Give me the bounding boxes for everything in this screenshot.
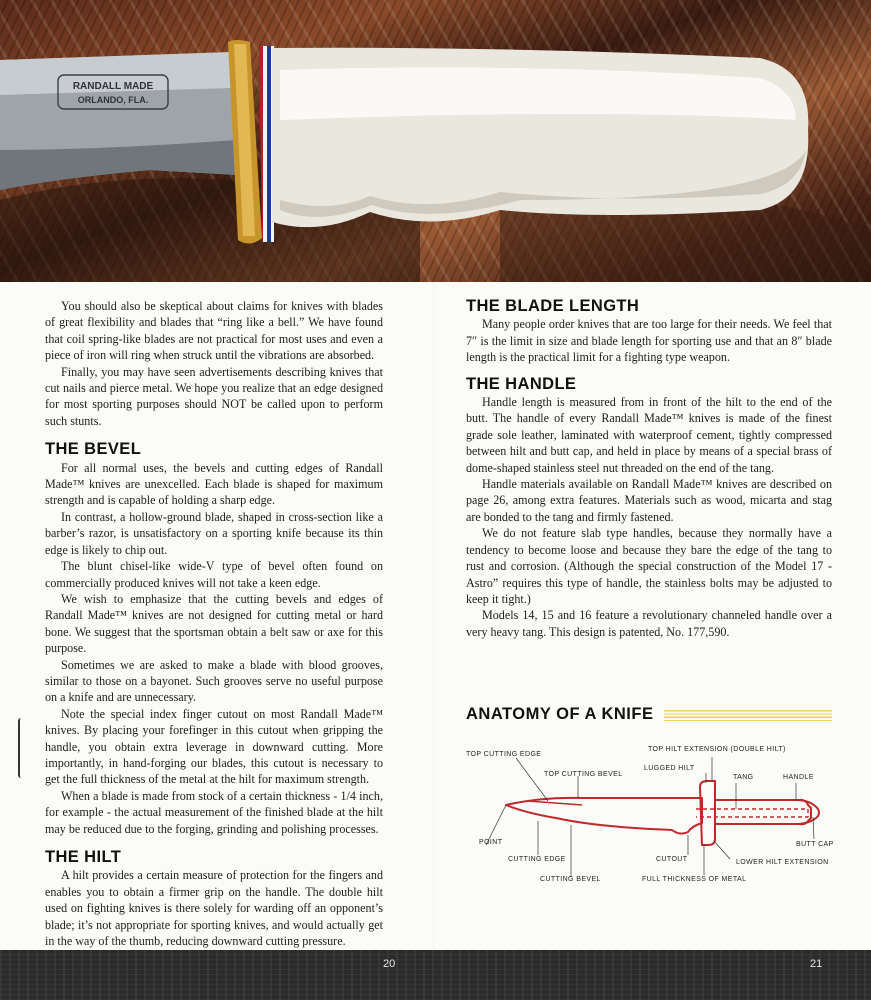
page-gutter xyxy=(433,282,435,950)
right-column xyxy=(466,298,832,640)
page-number-right: 21 xyxy=(810,958,823,970)
top-bevel-line xyxy=(528,801,582,805)
blade-outline xyxy=(506,798,702,834)
label-point: POINT xyxy=(479,839,503,846)
bevel-paragraph: Sometimes we are asked to make a blade with blood grooves, similar to those on a bayonet. Such grooves serve no useful purpose on a knife and are unnecessary. xyxy=(45,657,383,705)
tang-dashed xyxy=(696,809,808,817)
label-tang: TANG xyxy=(733,774,754,781)
anatomy-diagram xyxy=(466,705,836,895)
label-handle: HANDLE xyxy=(783,774,814,781)
handle-paragraph: Models 14, 15 and 16 feature a revolutionary channeled handle over a very heavy tang. This design is patented, No. 177,590. xyxy=(466,608,832,639)
binding-mark xyxy=(18,718,25,778)
bevel-paragraph: In contrast, a hollow-ground blade, shaped in cross-section like a barber’s razor, is unsatisfactory on a sporting knife because its thin edge is likely to chip out. xyxy=(45,509,383,557)
handle-paragraph: We do not feature slab type handles, because they normally have a tendency to become loose and because they bare the edge of the tang to rust and corrosion. (Although the special construction of the Model 17 -Astro” requires this type of handle, the stainless bolts may be adjusted to keep it tight.) xyxy=(466,526,832,606)
handle-paragraph: Handle materials available on Randall Made™ knives are described on page 26, among extra features. Materials such as wood, micarta and stag are bonded to the tang and firmly fastened. xyxy=(466,477,832,524)
label-lower-hilt-extension: LOWER HILT EXTENSION xyxy=(736,859,829,866)
bevel-paragraph: We wish to emphasize that the cutting bevels and edges of Randall Made™ knives are not designed for cutting metal or hard bone. We suggest that the sportsman obtain a belt saw or axe for this purpose. xyxy=(45,591,383,656)
blade-length-heading: THE BLADE LENGTH xyxy=(466,297,640,315)
knife-photo xyxy=(0,0,871,282)
handle-heading: THE HANDLE xyxy=(466,374,577,393)
label-cutting-bevel: CUTTING BEVEL xyxy=(540,876,601,883)
anatomy-title: ANATOMY OF A KNIFE xyxy=(466,705,654,723)
intro-paragraph: Finally, you may have seen advertisements describing knives that cut nails and pierce metal. We hope you realize that an edge designed for most sporting purposes should NOT be called upon to perform such stunts. xyxy=(45,364,383,428)
knife-photo-art xyxy=(0,0,871,282)
label-lugged-hilt: LUGGED HILT xyxy=(644,765,695,772)
bevel-paragraph: The blunt chisel-like wide-V type of bevel often found on commercially produced knives will not take a keen edge. xyxy=(45,559,383,590)
intro-paragraph: You should also be skeptical about claims for knives with blades of great flexibility and blades that “ring like a bell.” We have found that coil spring-like blades are not practical for most uses and even a piece of iron will ring when struck until the vibrations are absorbed. xyxy=(45,299,383,363)
label-top-cutting-bevel: TOP CUTTING BEVEL xyxy=(544,771,623,778)
bevel-paragraph: For all normal uses, the bevels and cutting edges of Randall Made™ knives are unexcelled. Each blade is shaped for maximum strength and is capable of holding a sharp edge. xyxy=(45,460,383,508)
left-column xyxy=(45,298,383,949)
bevel-paragraph: When a blade is made from stock of a certain thickness - 1/4 inch, for example - the actual measurement of the finished blade at the hilt may be reduced due to the forging, grinding and polishing processes. xyxy=(45,788,383,836)
handle-outline xyxy=(715,800,811,824)
hilt-paragraph: A hilt provides a certain measure of protection for the fingers and enables you to obtain a firmer grip on the handle. The double hilt used on fighting knives is there solely for warding off an opponent’s blade; it’s not appropriate for sporting knives, and would actually get in the way of the thumb, reducing downward cutting pressure. xyxy=(45,868,383,949)
page-footer xyxy=(0,950,871,1000)
label-top-cutting-edge: TOP CUTTING EDGE xyxy=(466,751,542,758)
blade-length-paragraph: Many people order knives that are too large for their needs. We feel that 7″ is the limit in size and blade length for sporting use and that an 8″ blade length is the practical limit for a fighting type weapon. xyxy=(466,317,832,365)
blade-stamp-line2: ORLANDO, FLA. xyxy=(77,95,149,105)
label-butt-cap: BUTT CAP xyxy=(796,841,834,848)
knife-diagram xyxy=(466,705,836,895)
label-cutting-edge: CUTTING EDGE xyxy=(508,856,566,863)
label-top-hilt-extension: TOP HILT EXTENSION (DOUBLE HILT) xyxy=(648,746,786,753)
handle-paragraph: Handle length is measured from in front of the hilt to the end of the butt. The handle of every Randall Made™ knives is made of the finest grade sole leather, laminated with waterproof cement, tightly compressed between hilt and butt cap, and held in place by means of a special brass of dome-shaped stainless steel nut threaded on the end of the tang. xyxy=(466,395,832,475)
bevel-paragraph: Note the special index finger cutout on most Randall Made™ knives. By placing your forefinger in this cutout when gripping the handle, you obtain extra leverage in downward cutting. More importantly, in hand-forging our blades, this cutout is necessary to get the full thickness of the metal at the hilt for maximum strength. xyxy=(45,706,383,787)
label-cutout: CUTOUT xyxy=(656,856,688,863)
label-full-thickness: FULL THICKNESS OF METAL xyxy=(642,876,747,883)
bevel-heading: THE BEVEL xyxy=(45,440,142,459)
page-number-left: 20 xyxy=(383,958,396,970)
hilt-heading: THE HILT xyxy=(45,848,122,866)
blade-stamp-line1: RANDALL MADE xyxy=(72,81,154,92)
